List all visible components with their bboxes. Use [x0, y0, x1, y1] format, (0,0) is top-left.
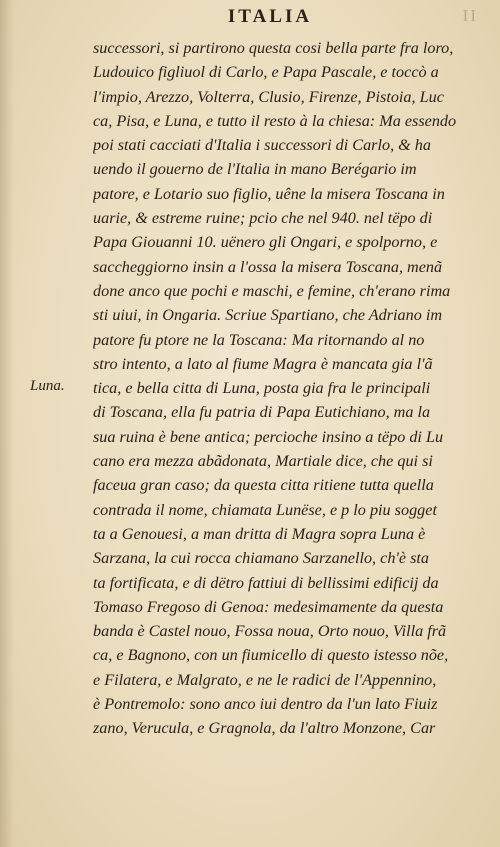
text-line: è Pontremolo: sono anco iui dentro da l'un lato Fiuiz [93, 695, 438, 714]
text-line: contrada il nome, chiamata Lunëse, e p lo piu sogget [93, 500, 437, 519]
text-line: sua ruina è bene antica; percioche insino a tëpo di Lu [93, 427, 444, 446]
running-title: ITALIA [227, 6, 313, 27]
text-line: faceua gran caso; da questa citta ritiene tutta quella [93, 476, 434, 495]
text-line: poi stati cacciati d'Italia i successori di Carlo, & ha [93, 136, 431, 155]
text-line: ca, Pisa, e Luna, e tutto il resto à la chiesa: Ma essendo [93, 111, 457, 130]
text-line: ta a Genouesi, a man dritta di Magra sopra Luna è [93, 524, 426, 543]
text-line: patore, e Lotario suo figlio, uêne la misera Toscana in [93, 184, 445, 203]
text-line: ta fortificata, e di dëtro fattiui di bellissimi edificij da [93, 573, 439, 592]
text-line: di Toscana, ella fu patria di Papa Eutichiano, ma la [93, 403, 431, 422]
gutter-shadow [0, 0, 14, 847]
text-line: zano, Verucula, e Gragnola, da l'altro Monzone, Car [93, 719, 436, 738]
text-line: e Filatera, e Malgrato, e ne le radici de l'Appennino, [93, 670, 437, 689]
text-line: uendo il gouerno de l'Italia in mano Berégario im [93, 160, 417, 179]
text-line: Papa Giouanni 10. uënero gli Ongari, e spolporno, e [93, 233, 438, 252]
text-line: Tomaso Fregoso di Genoa: medesimamente da questa [93, 597, 444, 616]
text-line: ca, e Bagnono, con un fiumicello di questo istesso nõe, [93, 646, 449, 665]
body-text [93, 36, 475, 741]
text-line: Ludouico figliuol di Carlo, e Papa Pascale, e toccò a [93, 63, 439, 82]
text-line: stro intento, a lato al fiume Magra è mancata gia l'ã [93, 354, 433, 373]
text-line: sti uiui, in Ongaria. Scriue Spartiano, che Adriano im [93, 306, 443, 325]
text-line: banda è Castel nouo, Fossa noua, Orto nouo, Villa frã [93, 622, 447, 641]
text-line: l'impio, Arezzo, Volterra, Clusio, Firenze, Pistoia, Luc [93, 87, 444, 106]
page-number: II [462, 6, 478, 25]
text-line: patore fu ptore ne la Toscana: Ma ritornando al no [93, 330, 425, 349]
text-line: successori, si partirono questa cosi bella parte fra loro, [93, 39, 454, 57]
text-line: saccheggiorno insin a l'ossa la misera Toscana, menã [93, 257, 443, 276]
margin-note: Luna. [30, 378, 65, 394]
text-line: cano era mezza abãdonata, Martiale dice, che qui si [93, 452, 433, 471]
text-line: done anco que pochi e maschi, e femine, ch'erano rima [93, 281, 451, 300]
text-line: Sarzana, la cui rocca chiamano Sarzanello, ch'è sta [93, 549, 430, 568]
text-line: uarie, & estreme ruine; pcio che nel 940. nel tëpo di [93, 209, 433, 228]
page-header [0, 6, 500, 28]
text-line: tica, e bella citta di Luna, posta gia fra le principali [93, 379, 431, 398]
